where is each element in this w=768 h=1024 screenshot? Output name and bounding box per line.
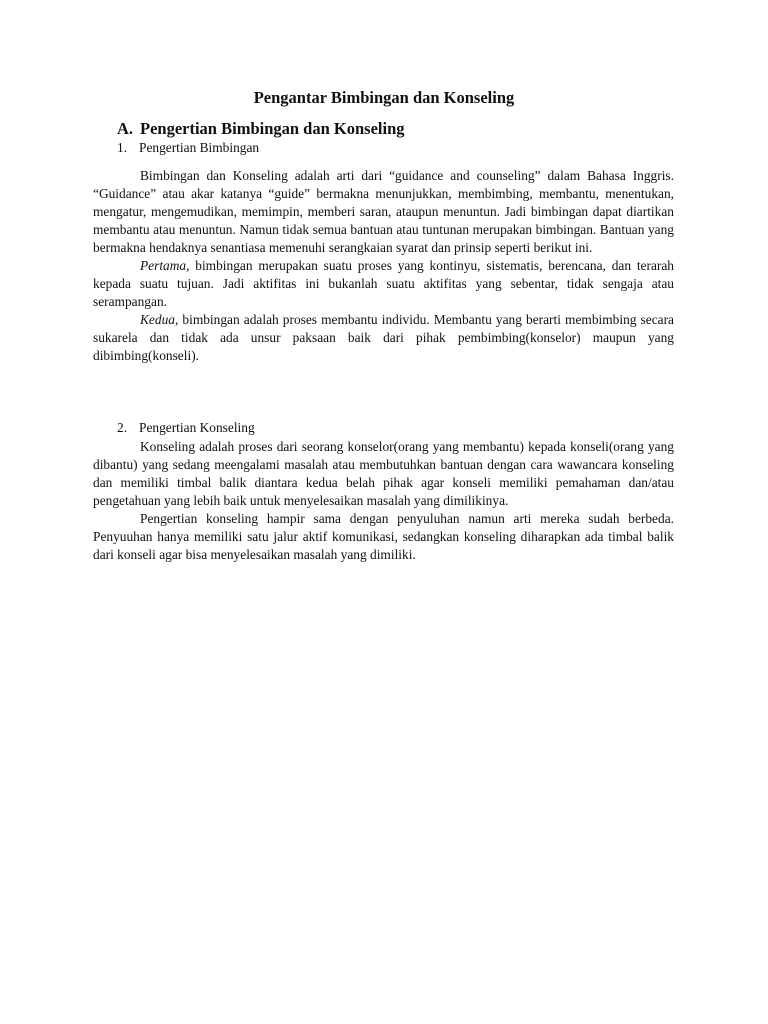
paragraph-konseling-comparison: Pengertian konseling hampir sama dengan penyuluhan namun arti mereka sudah berbeda. Penyuuhan hanya memiliki satu jalur aktif komunikasi, sedangkan konseling diharapkan ada timbal balik dari konseli agar bisa menyelesaikan masalah yang dimiliki. bbox=[93, 511, 674, 562]
section-a-heading bbox=[117, 119, 405, 139]
pertama-lead: Pertama, bbox=[140, 258, 190, 273]
subsection-2-number: 2. bbox=[117, 420, 128, 435]
subsection-2-heading bbox=[117, 420, 255, 436]
kedua-text: bimbingan adalah proses membantu individu. Membantu yang berarti membimbing secara sukarela dan tidak ada unsur paksaan baik dari pihak pembimbing(konselor) maupun yang dibimbing(konseli). bbox=[93, 312, 674, 363]
paragraph-pertama bbox=[93, 257, 674, 311]
paragraph-konseling-definition: Konseling adalah proses dari seorang konselor(orang yang membantu) kepada konseli(orang yang dibantu) yang sedang meengalami masalah atau membutuhkan bantuan dengan cara wawancara konseling dan memiliki timbal balik diantara kedua belah pihak agar konseli memiliki pemahaman dan/atau pengetahuan yang lebih baik untuk menyelesaikan masalah yang dimilikinya. bbox=[93, 439, 674, 508]
section-a-label: A. bbox=[117, 119, 134, 138]
subsection-2-title: Pengertian Konseling bbox=[139, 420, 255, 435]
subsection-2-body bbox=[93, 438, 674, 564]
document-title: Pengantar Bimbingan dan Konseling bbox=[253, 88, 515, 107]
subsection-1-body bbox=[93, 167, 674, 365]
section-a-title: Pengertian Bimbingan dan Konseling bbox=[140, 119, 405, 138]
subsection-1-number: 1. bbox=[117, 140, 128, 155]
pertama-text: bimbingan merupakan suatu proses yang kontinyu, sistematis, berencana, dan terarah kepada suatu tujuan. Jadi aktifitas ini bukanlah suatu aktifitas yang sebentar, tidak sengaja atau serampangan. bbox=[93, 258, 674, 309]
subsection-1-heading bbox=[117, 140, 259, 156]
paragraph-kedua bbox=[93, 311, 674, 365]
paragraph-bimbingan-definition: Bimbingan dan Konseling adalah arti dari “guidance and counseling” dalam Bahasa Inggris. “Guidance” atau akar katanya “guide” bermakna menunjukkan, membimbing, membantu, menentukan, mengatur, mengemudikan, memimpin, memberi saran, ataupun menuntun. Jadi bimbingan dapat diartikan membantu atau menuntun. Namun tidak semua bantuan atau tuntunan merupakan bimbingan. Bantuan yang bermakna hendaknya senantiasa memenuhi serangkaian syarat dan prinsip seperti berikut ini. bbox=[93, 168, 674, 255]
kedua-lead: Kedua, bbox=[140, 312, 179, 327]
subsection-1-title: Pengertian Bimbingan bbox=[139, 140, 260, 155]
